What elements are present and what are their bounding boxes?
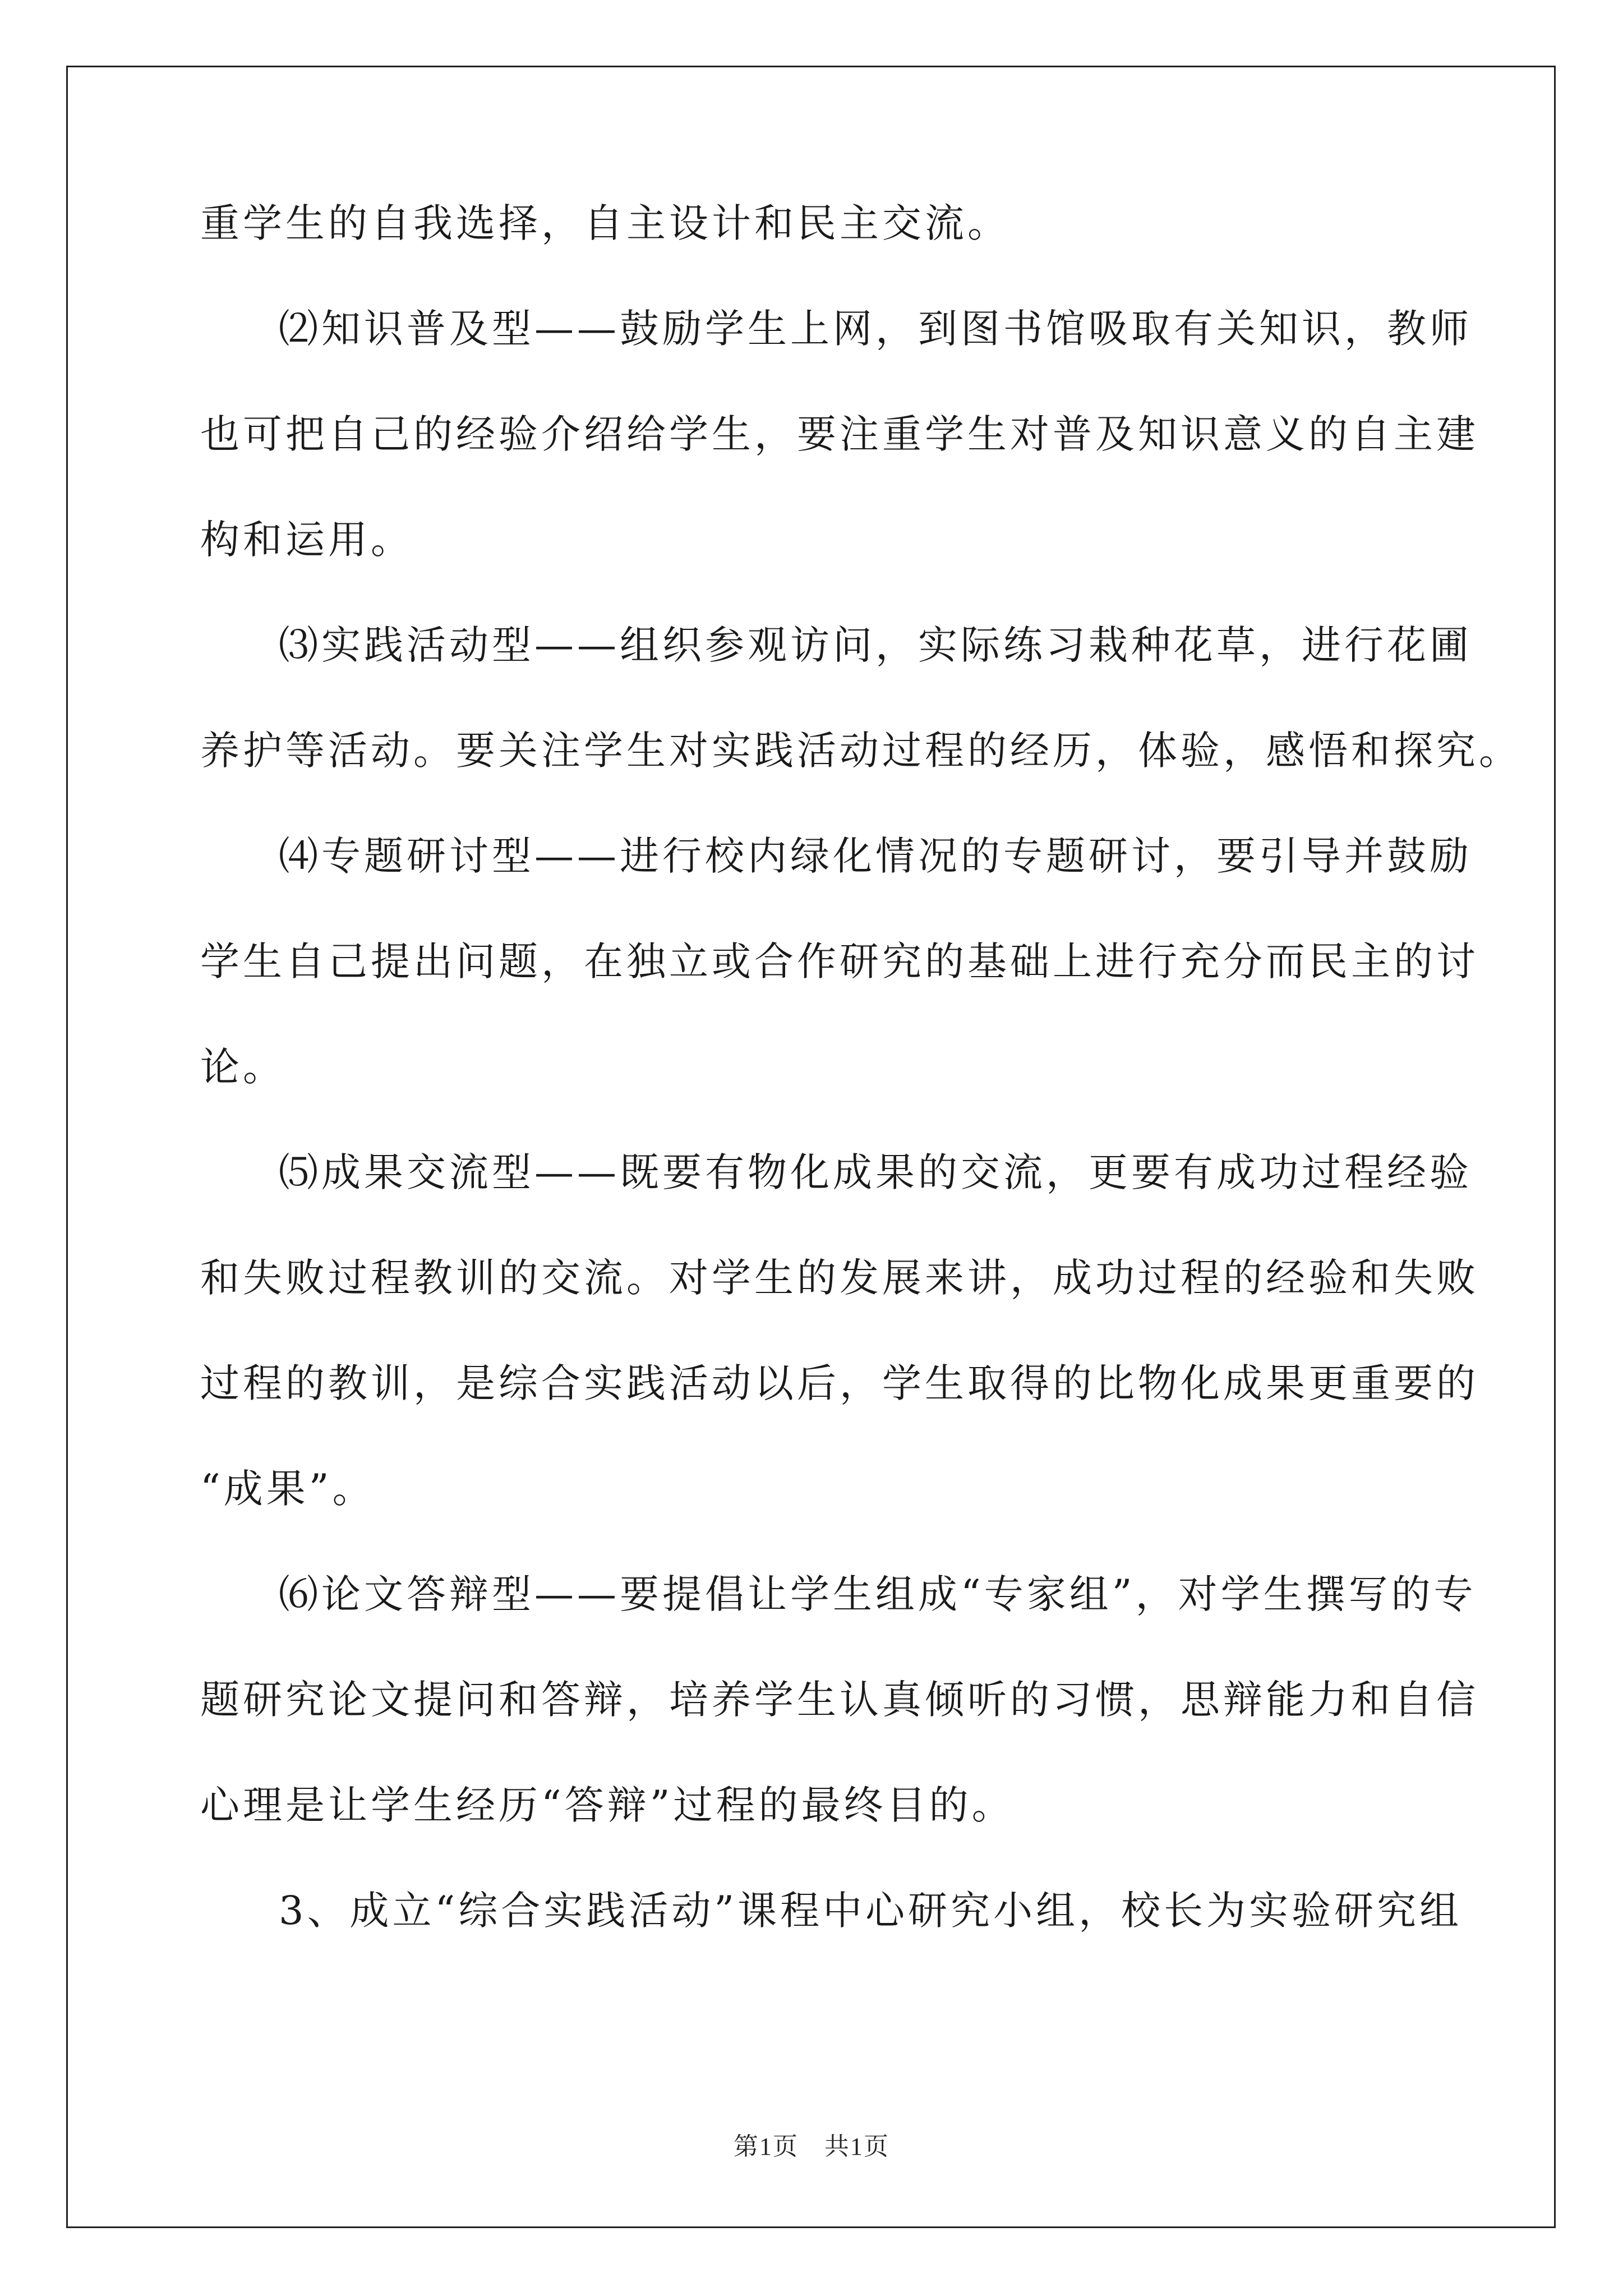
text-line: 论。 <box>200 1044 285 1090</box>
page-number-footer: 第1页 共1页 <box>734 2133 889 2160</box>
text-line: 和失败过程教训的交流。对学生的发展来讲，成功过程的经验和失败 <box>200 1255 1479 1301</box>
text-line: 重学生的自我选择，自主设计和民主交流。 <box>200 200 1010 246</box>
text-line: ⑵知识普及型——鼓励学生上网，到图书馆吸取有关知识，教师 <box>279 306 1472 352</box>
text-line: 3、成立“综合实践活动”课程中心研究小组，校长为实验研究组 <box>279 1888 1463 1934</box>
text-line: 学生自己提出问题，在独立或合作研究的基础上进行充分而民主的讨 <box>200 938 1479 984</box>
text-line: 养护等活动。要关注学生对实践活动过程的经历，体验，感悟和探究。 <box>200 728 1521 774</box>
text-line: 也可把自己的经验介绍给学生，要注重学生对普及知识意义的自主建 <box>200 411 1479 457</box>
text-line: “成果”。 <box>200 1466 375 1512</box>
text-line: ⑸成果交流型——既要有物化成果的交流，更要有成功过程经验 <box>279 1149 1472 1195</box>
text-line: 过程的教训，是综合实践活动以后，学生取得的比物化成果更重要的 <box>200 1360 1479 1406</box>
text-line: 心理是让学生经历“答辩”过程的最终目的。 <box>200 1782 1015 1828</box>
text-line: ⑹论文答辩型——要提倡让学生组成“专家组”，对学生撰写的专 <box>279 1571 1477 1617</box>
text-line: ⑷专题研讨型——进行校内绿化情况的专题研讨，要引导并鼓励 <box>279 833 1472 879</box>
text-line: 构和运用。 <box>200 517 413 563</box>
text-line: ⑶实践活动型——组织参观访问，实际练习栽种花草，进行花圃 <box>279 622 1472 668</box>
text-line: 题研究论文提问和答辩，培养学生认真倾听的习惯，思辩能力和自信 <box>200 1677 1479 1723</box>
